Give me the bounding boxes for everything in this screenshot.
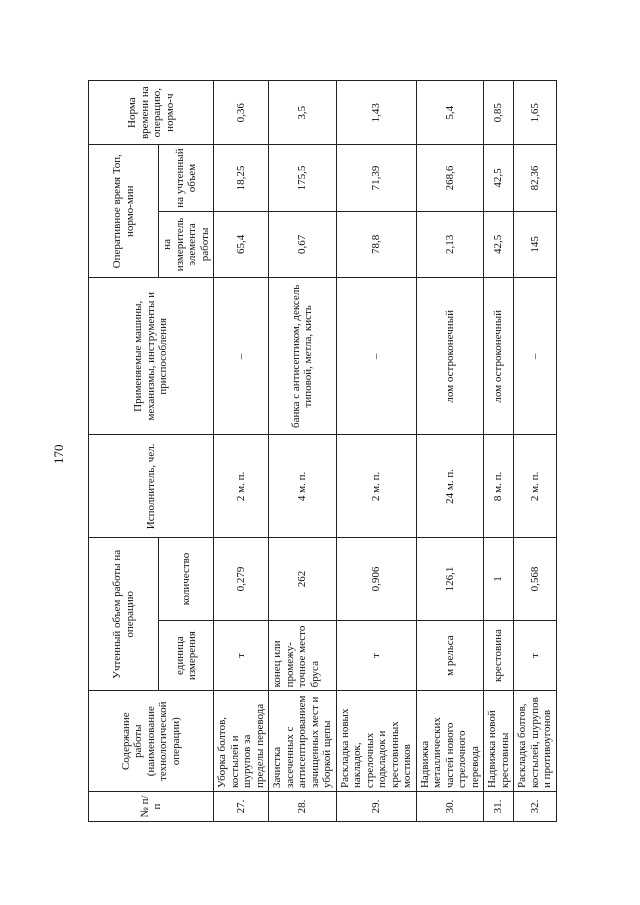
cell-quantity: 0,568 <box>514 538 557 620</box>
table-row <box>336 81 416 822</box>
cell-content: Раскладка болтов, костылей, шурупов и противоугонов <box>514 691 557 792</box>
cell-content: Надвижка новой крестовины <box>484 691 514 792</box>
cell-per-volume: 82,36 <box>514 145 557 211</box>
cell-unit: т <box>214 620 269 691</box>
cell-quantity: 0,906 <box>336 538 416 620</box>
cell-num: 32. <box>514 792 557 822</box>
header-tools: Применяемые машины, механизмы, инструменты и приспособления <box>89 278 214 435</box>
cell-performer: 24 м. п. <box>416 435 484 538</box>
cell-unit: конец или промежу-точное место бруса <box>269 620 337 691</box>
cell-num: 27. <box>214 792 269 822</box>
cell-tools: банка с антисептиком, дексель типовой, метла, кисть <box>269 278 337 435</box>
header-per-volume: на учтенный объем <box>159 145 214 211</box>
header-quantity: количество <box>159 538 214 620</box>
cell-per-unit: 145 <box>514 211 557 277</box>
cell-per-unit: 2,13 <box>416 211 484 277</box>
header-unit: единица измерения <box>159 620 214 691</box>
cell-num: 29. <box>336 792 416 822</box>
cell-tools: – <box>214 278 269 435</box>
cell-performer: 2 м. п. <box>336 435 416 538</box>
cell-performer: 2 м. п. <box>514 435 557 538</box>
cell-quantity: 262 <box>269 538 337 620</box>
cell-per-volume: 268,6 <box>416 145 484 211</box>
header-content: Содержание работы (наименование технологической операции) <box>89 691 214 792</box>
table-row <box>269 81 337 822</box>
cell-quantity: 0,279 <box>214 538 269 620</box>
cell-per-volume: 18,25 <box>214 145 269 211</box>
header-performer: Исполнитель, чел. <box>89 435 214 538</box>
header-num: № п/п <box>89 792 214 822</box>
table-row <box>214 81 269 822</box>
table-row <box>484 81 514 822</box>
norms-table-container <box>88 80 553 822</box>
cell-norm: 0,36 <box>214 81 269 145</box>
cell-performer: 8 м. п. <box>484 435 514 538</box>
cell-tools: лом остроконечный <box>416 278 484 435</box>
cell-unit: т <box>514 620 557 691</box>
cell-num: 28. <box>269 792 337 822</box>
cell-per-unit: 42,5 <box>484 211 514 277</box>
cell-unit: крестовина <box>484 620 514 691</box>
header-per-unit: на измеритель элемента работы <box>159 211 214 277</box>
cell-num: 30. <box>416 792 484 822</box>
cell-norm: 1,65 <box>514 81 557 145</box>
cell-norm: 0,85 <box>484 81 514 145</box>
cell-per-volume: 42,5 <box>484 145 514 211</box>
cell-tools: – <box>514 278 557 435</box>
cell-num: 31. <box>484 792 514 822</box>
header-norm: Норма времени на операцию, нормо-ч <box>89 81 214 145</box>
cell-tools: лом остроконечный <box>484 278 514 435</box>
cell-per-volume: 71,39 <box>336 145 416 211</box>
page-number: 170 <box>51 444 66 464</box>
cell-per-unit: 78,8 <box>336 211 416 277</box>
header-volume-group: Учтенный объем работы на операцию <box>89 538 159 691</box>
cell-content: Зачистка засеченных с антисептированием зачищенных мест и уборкой щепы <box>269 691 337 792</box>
cell-norm: 1,43 <box>336 81 416 145</box>
table-row <box>416 81 484 822</box>
cell-unit: м рельса <box>416 620 484 691</box>
cell-performer: 4 м. п. <box>269 435 337 538</box>
cell-norm: 3,5 <box>269 81 337 145</box>
cell-quantity: 126,1 <box>416 538 484 620</box>
cell-performer: 2 м. п. <box>214 435 269 538</box>
norms-table <box>88 80 557 822</box>
table-row <box>514 81 557 822</box>
cell-per-volume: 175,5 <box>269 145 337 211</box>
cell-quantity: 1 <box>484 538 514 620</box>
cell-content: Уборка болтов, костылей и шурупов за пределы перевода <box>214 691 269 792</box>
cell-tools: – <box>336 278 416 435</box>
cell-per-unit: 0,67 <box>269 211 337 277</box>
cell-per-unit: 65,4 <box>214 211 269 277</box>
cell-content: Надвижка металлических частей нового стрелочного перевода <box>416 691 484 792</box>
cell-unit: т <box>336 620 416 691</box>
cell-content: Раскладка новых накладок, стрелочных подкладок и крестовинных мостиков <box>336 691 416 792</box>
cell-norm: 5,4 <box>416 81 484 145</box>
header-optime-group: Оперативное время Топ, нормо-мин <box>89 145 159 278</box>
